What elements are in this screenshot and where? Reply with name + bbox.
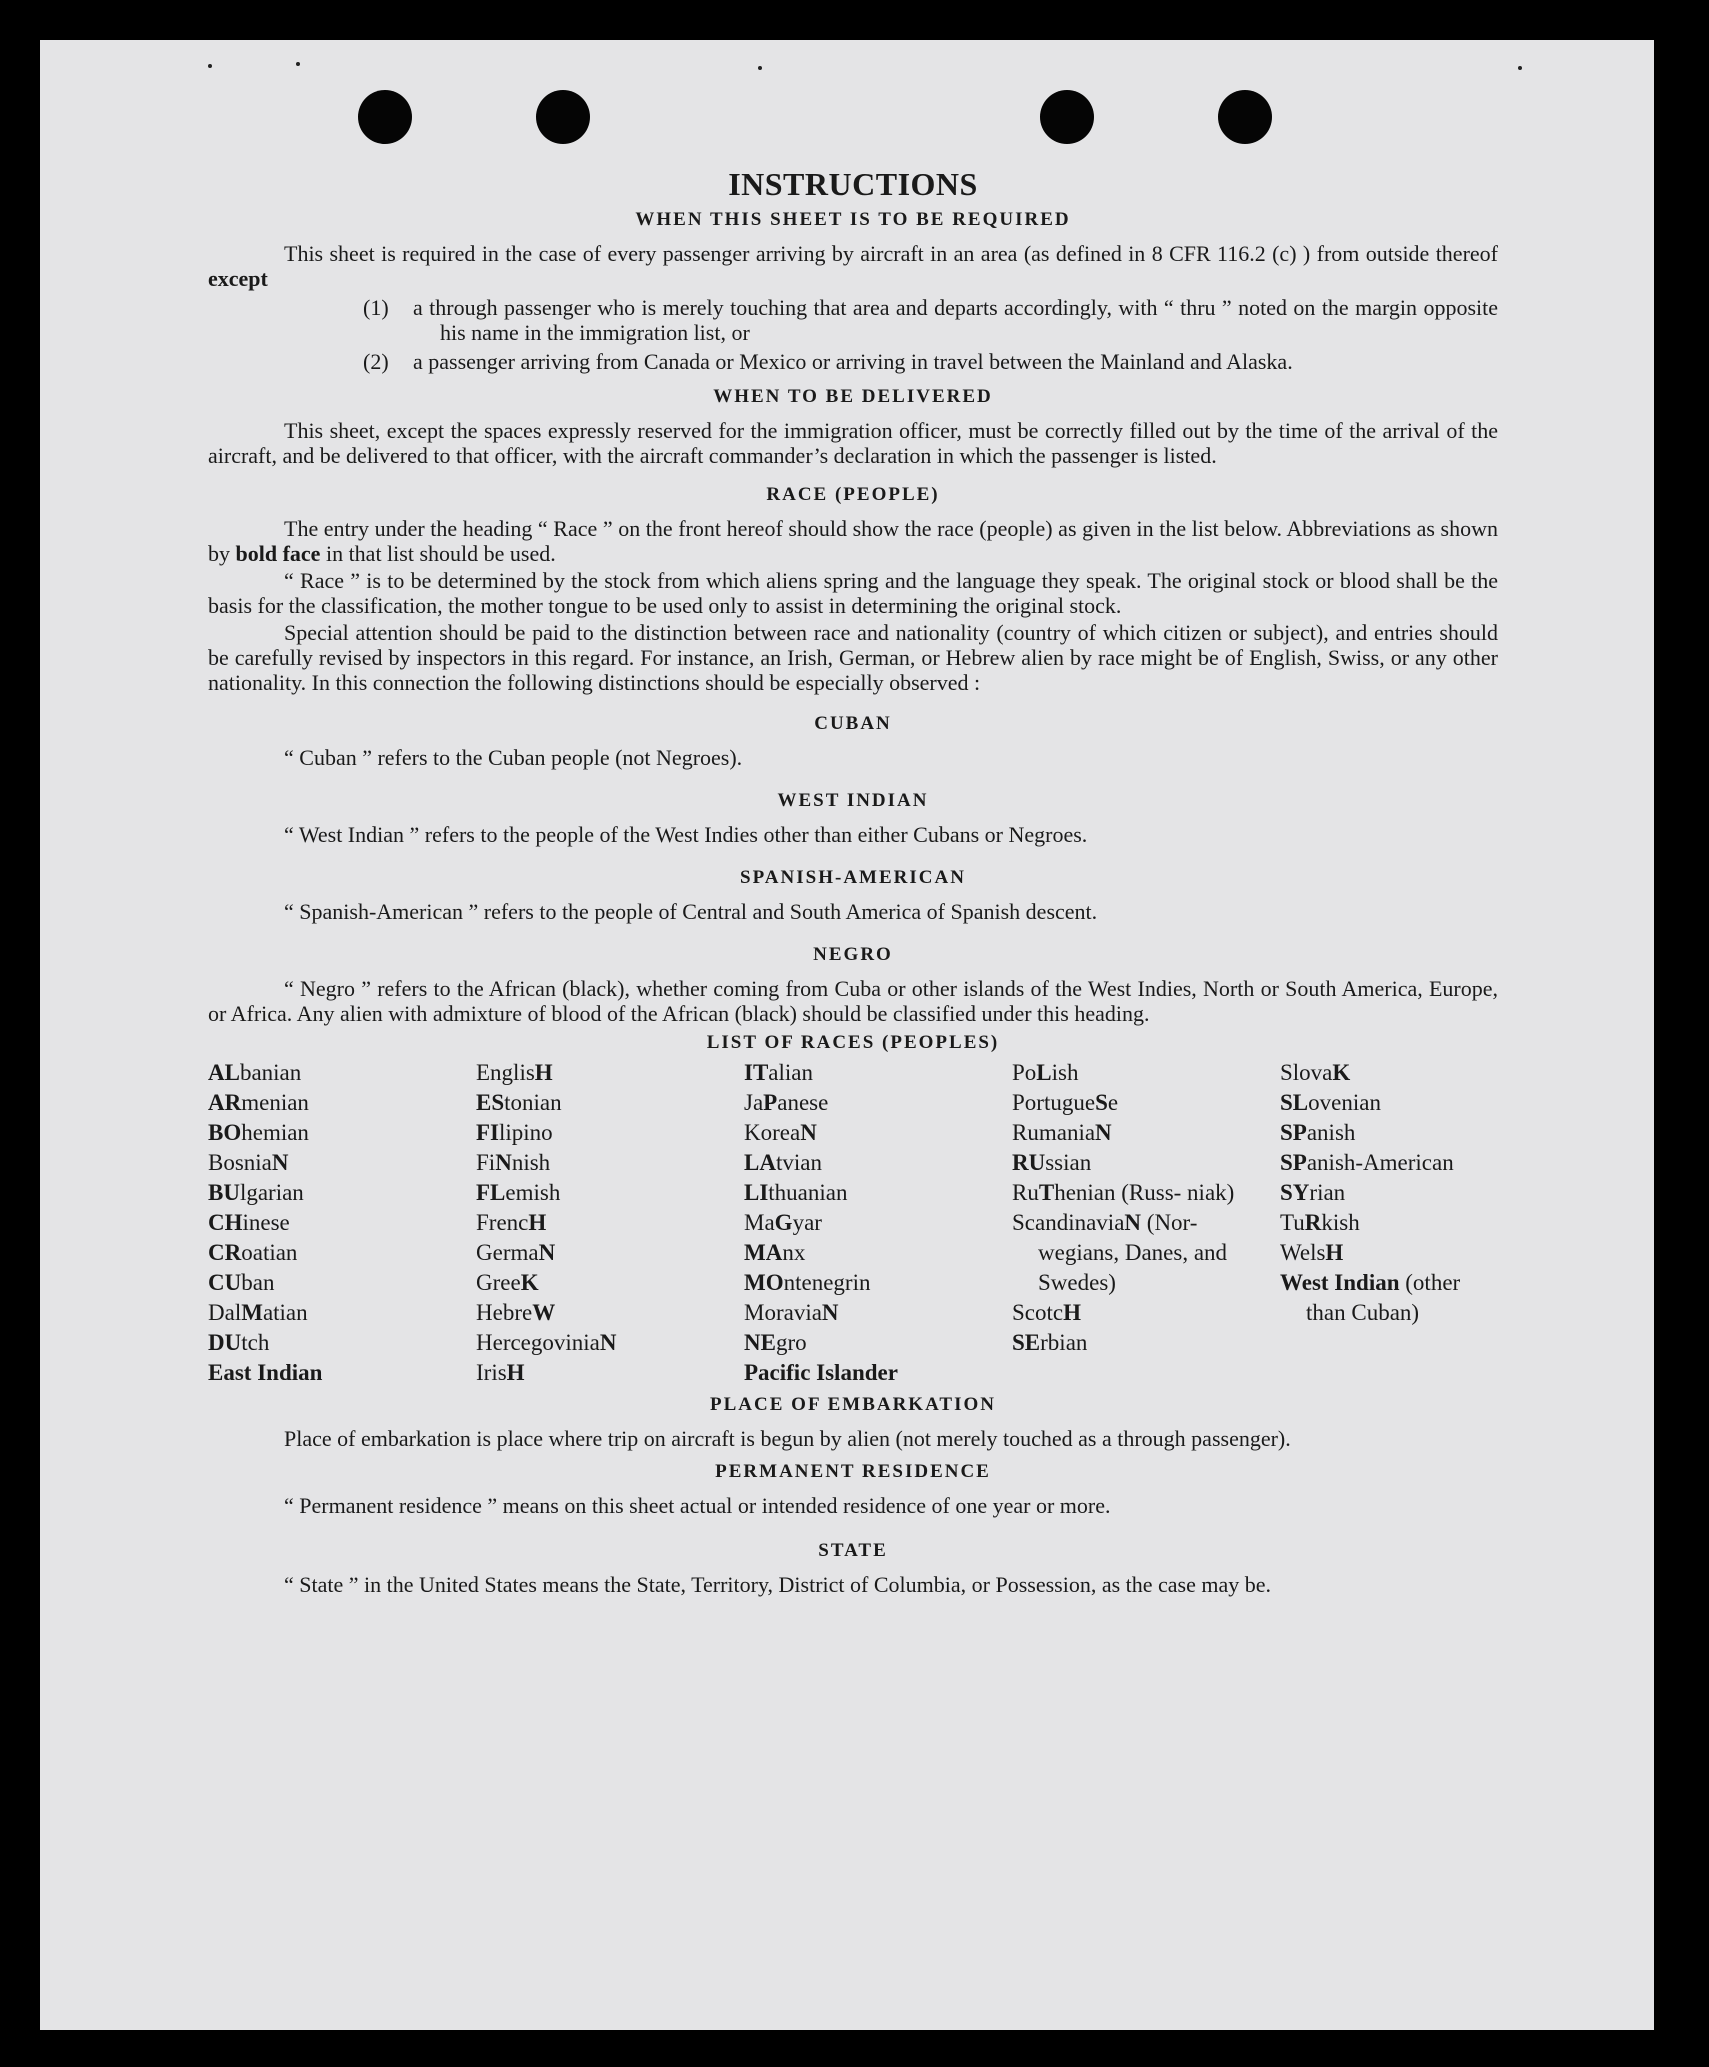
section-heading-list-of-races: LIST OF RACES (PEOPLES)	[706, 1032, 1000, 1053]
race-paragraph-1: The entry under the heading “ Race ” on the front hereof should show the race (people) as given in the list below. Abbreviations as shown by bold face in that list should be used.	[208, 516, 1498, 566]
race-item: LAtvian	[744, 1150, 822, 1175]
race-item: FrencH	[476, 1210, 547, 1235]
race-item: HercegoviniaN	[476, 1330, 617, 1355]
instructions-content	[208, 166, 1498, 1597]
race-item: CUban	[208, 1270, 275, 1295]
punch-hole	[1218, 90, 1272, 144]
delivered-text: This sheet, except the spaces expressly reserved for the immigration officer, must be correctly filled out by the time of the arrival of the aircraft, and be delivered to that officer, with the aircraft commander’s declaration in which the passenger is listed.	[208, 418, 1498, 468]
section-heading-residence: PERMANENT RESIDENCE	[715, 1461, 991, 1482]
section-heading-cuban: CUBAN	[814, 713, 892, 734]
race-item: LIthuanian	[744, 1180, 848, 1205]
race-item: RUssian	[1012, 1150, 1092, 1175]
race-item: RumaniaN	[1012, 1120, 1112, 1145]
cuban-text: “ Cuban ” refers to the Cuban people (not Negroes).	[284, 745, 743, 770]
race-item: HebreW	[476, 1300, 556, 1325]
race-item: SErbian	[1012, 1330, 1088, 1355]
race-item: JaPanese	[744, 1090, 829, 1115]
race-item: MAnx	[744, 1240, 806, 1265]
race-item: PortugueSe	[1012, 1090, 1119, 1115]
race-item: SYrian	[1280, 1180, 1346, 1205]
negro-text: “ Negro ” refers to the African (black), whether coming from Cuba or other islands of the West Indies, North or South America, Europe, or Africa. Any alien with admixture of blood of the African (black) should be classified under this heading.	[208, 976, 1498, 1026]
race-item: CRoatian	[208, 1240, 298, 1265]
race-column	[1012, 1058, 1280, 1388]
punch-hole	[536, 90, 590, 144]
race-paragraph-2: “ Race ” is to be determined by the stock from which aliens spring and the language they speak. The original stock or blood shall be the basis for the classification, the mother tongue to be used only to assist in determining the original stock.	[208, 568, 1498, 618]
section-heading-negro: NEGRO	[813, 944, 893, 965]
section-heading-state: STATE	[818, 1540, 888, 1561]
race-item: MoraviaN	[744, 1300, 839, 1325]
race-item: PoLish	[1012, 1060, 1079, 1085]
section-heading-spanish-american: SPANISH-AMERICAN	[740, 867, 966, 888]
race-item: EStonian	[476, 1090, 562, 1115]
race-item: FLemish	[476, 1180, 561, 1205]
race-item: SlovaK	[1280, 1060, 1351, 1085]
race-item: KoreaN	[744, 1120, 817, 1145]
race-item: GreeK	[476, 1270, 539, 1295]
section-heading-race: RACE (PEOPLE)	[766, 484, 940, 505]
punch-hole	[1040, 90, 1094, 144]
residence-text: “ Permanent residence ” means on this sheet actual or intended residence of one year or more.	[284, 1493, 1111, 1518]
state-text: “ State ” in the United States means the State, Territory, District of Columbia, or Possession, as the case may be.	[284, 1572, 1272, 1597]
race-item: SLovenian	[1280, 1090, 1381, 1115]
spanish-american-text: “ Spanish-American ” refers to the people of Central and South America of Spanish descent.	[284, 899, 1098, 924]
race-item: ScotcH	[1012, 1300, 1081, 1325]
race-item: ALbanian	[208, 1060, 302, 1085]
required-intro: This sheet is required in the case of every passenger arriving by aircraft in an area (as defined in 8 CFR 116.2 (c) ) from outside thereof except	[208, 241, 1498, 291]
race-item: West Indian (other than Cuban)	[1280, 1270, 1461, 1325]
race-item: DUtch	[208, 1330, 270, 1355]
speck	[296, 62, 300, 66]
exception-item: (1) a through passenger who is merely touching that area and departs accordingly, with “ thru ” noted on the margin opposite his name in the immigration list, or	[363, 295, 1498, 345]
race-item: SPanish-American	[1280, 1150, 1454, 1175]
document-sheet	[40, 40, 1654, 2030]
race-item: IrisH	[476, 1360, 525, 1385]
race-column	[476, 1058, 744, 1388]
section-heading-west-indian: WEST INDIAN	[777, 790, 929, 811]
section-heading-delivered: WHEN TO BE DELIVERED	[713, 386, 993, 407]
race-item: CHinese	[208, 1210, 290, 1235]
race-item: ITalian	[744, 1060, 813, 1085]
section-heading-embarkation: PLACE OF EMBARKATION	[710, 1394, 996, 1415]
speck	[1518, 66, 1522, 70]
punch-hole	[358, 90, 412, 144]
page-title: INSTRUCTIONS	[728, 166, 978, 202]
race-item: RuThenian (Russ- niak)	[1012, 1180, 1235, 1205]
race-item: Pacific Islander	[744, 1360, 898, 1385]
race-item: BosniaN	[208, 1150, 289, 1175]
race-item: ARmenian	[208, 1090, 309, 1115]
race-column	[208, 1058, 476, 1388]
exception-item: (2) a passenger arriving from Canada or Mexico or arriving in travel between the Mainland and Alaska.	[363, 349, 1293, 374]
embarkation-text: Place of embarkation is place where trip on aircraft is begun by alien (not merely touched as a through passenger).	[284, 1426, 1291, 1451]
race-item: FIlipino	[476, 1120, 553, 1145]
race-item: TuRkish	[1280, 1210, 1360, 1235]
race-item: FiNnish	[476, 1150, 551, 1175]
race-item: BOhemian	[208, 1120, 309, 1145]
race-paragraph-3: Special attention should be paid to the distinction between race and nationality (country of which citizen or subject), and entries should be carefully revised by inspectors in this regard. For instance, an Irish, German, or Hebrew alien by race might be of English, Swiss, or any other nationality. In this connection the following distinctions should be especially observed :	[208, 620, 1498, 695]
race-item: EnglisH	[476, 1060, 553, 1085]
race-item: NEgro	[744, 1330, 807, 1355]
speck	[758, 66, 762, 70]
race-item: MaGyar	[744, 1210, 822, 1235]
west-indian-text: “ West Indian ” refers to the people of the West Indies other than either Cubans or Negroes.	[284, 822, 1088, 847]
race-column	[744, 1058, 1012, 1388]
race-item: DalMatian	[208, 1300, 308, 1325]
race-item: WelsH	[1280, 1240, 1344, 1265]
race-list	[208, 1058, 1498, 1388]
speck	[208, 64, 212, 68]
race-item: BUlgarian	[208, 1180, 304, 1205]
race-item: ScandinaviaN (Nor- wegians, Danes, and Swedes)	[1012, 1210, 1228, 1295]
race-item: East Indian	[208, 1360, 323, 1385]
race-item: MOntenegrin	[744, 1270, 871, 1295]
race-item: GermaN	[476, 1240, 556, 1265]
section-heading-required: WHEN THIS SHEET IS TO BE REQUIRED	[635, 209, 1071, 230]
race-column	[1280, 1058, 1500, 1388]
race-item: SPanish	[1280, 1120, 1356, 1145]
